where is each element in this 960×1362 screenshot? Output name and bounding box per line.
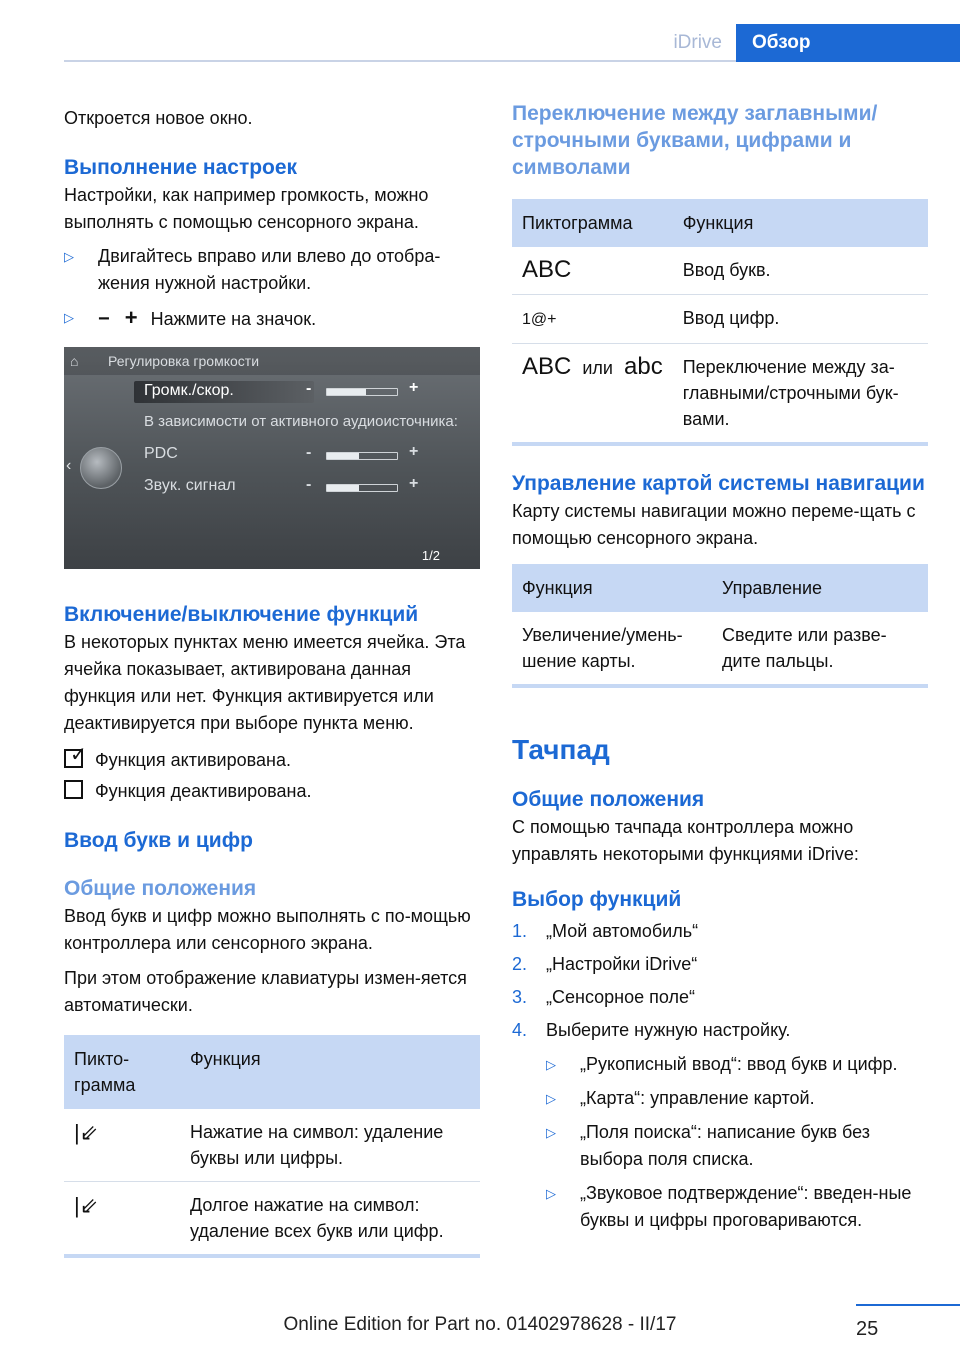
header-rule bbox=[64, 60, 736, 62]
triangle-bullet-icon: ▷ bbox=[546, 1186, 556, 1201]
header-chapter: Обзор bbox=[736, 24, 960, 62]
digits-symbols-icon: 1@+ bbox=[522, 311, 557, 328]
slider-fill bbox=[327, 453, 359, 459]
back-arrow-icon: ‹ bbox=[66, 457, 72, 474]
zoom-control: Сведите или разве-дите пальцы. bbox=[722, 625, 887, 671]
header-section: iDrive bbox=[673, 32, 722, 53]
delete-table-head-icon: Пикто-грамма bbox=[64, 1035, 180, 1109]
switch-heading: Переключение между заглавными/строчными буквами, цифрами и символами bbox=[512, 102, 878, 179]
settings-text: Настройки, как например громкость, можно выполнять с помощью сенсорного экрана. bbox=[64, 185, 429, 232]
triangle-bullet-icon: ▷ bbox=[546, 1125, 556, 1140]
letters-function: Ввод букв. bbox=[673, 247, 928, 295]
uppercase-abc-icon: ABC bbox=[522, 353, 572, 380]
checkbox-empty-icon bbox=[64, 780, 83, 799]
toggle-on-line: ✓ Функция активирована. bbox=[64, 747, 480, 774]
row-pdc-minus: - bbox=[306, 444, 312, 461]
row-source-label: В зависимости от активного аудиоисточника: bbox=[144, 413, 458, 430]
backspace-cell bbox=[64, 1109, 180, 1182]
map-text: Карту системы навигации можно переме-щать с помощью сенсорного экрана. bbox=[512, 501, 916, 548]
touchpad-text: С помощью тачпада контроллера можно управлять некоторыми функциями iDrive: bbox=[512, 817, 859, 864]
table-end-rule bbox=[64, 1254, 480, 1258]
table-end-rule bbox=[512, 684, 928, 688]
input-text-1: Ввод букв и цифр можно выполнять с по-мощью контроллера или сенсорного экрана. bbox=[64, 906, 471, 953]
table-end-rule bbox=[512, 442, 928, 446]
row-pdc-plus: + bbox=[409, 443, 419, 460]
touchpad-heading: Тачпад bbox=[512, 734, 610, 765]
slider-fill bbox=[327, 485, 359, 491]
digits-icon-cell bbox=[512, 295, 673, 344]
case-icon-cell bbox=[512, 344, 673, 443]
delete-row-1: Нажатие на символ: удаление буквы или цифры. bbox=[180, 1109, 480, 1182]
delete-row-2: Долгое нажатие на символ: удаление всех букв или цифр. bbox=[190, 1195, 444, 1241]
input-subheading: Общие положения bbox=[64, 877, 257, 900]
lowercase-abc-icon: abc bbox=[624, 353, 663, 380]
backspace-icon: |⇙ bbox=[74, 1193, 99, 1219]
toggle-heading: Включение/выключение функций bbox=[64, 603, 419, 626]
uppercase-abc-icon: ABC bbox=[522, 256, 572, 283]
row-signal-label: Звук. сигнал bbox=[144, 477, 236, 494]
row-signal-minus: - bbox=[306, 476, 312, 493]
map-table-head-control: Управление bbox=[712, 564, 928, 612]
step-4-options bbox=[512, 1051, 928, 1234]
settings-bullet-2: ▷ − + Нажмите на значок. bbox=[64, 304, 480, 333]
map-table bbox=[512, 564, 928, 684]
settings-heading: Выполнение настроек bbox=[64, 156, 298, 179]
option-audio-confirm: ▷ „Звуковое подтверждение“: введен-ные буквы и цифры проговариваются. bbox=[546, 1180, 928, 1234]
triangle-bullet-icon: ▷ bbox=[546, 1057, 556, 1072]
zoom-function: Увеличение/умень-шение карты. bbox=[522, 625, 683, 671]
row-volume-slider[interactable] bbox=[326, 388, 398, 396]
switch-table bbox=[512, 199, 928, 442]
input-heading: Ввод букв и цифр bbox=[64, 829, 253, 852]
step-3: 3. „Сенсорное поле“ bbox=[512, 987, 696, 1007]
toggle-off-line: Функция деактивирована. bbox=[64, 778, 480, 805]
touchpad-subheading: Общие положения bbox=[512, 788, 705, 811]
volume-screen bbox=[64, 347, 480, 569]
select-heading: Выбор функций bbox=[512, 888, 682, 911]
or-text: или bbox=[582, 358, 613, 378]
triangle-bullet-icon: ▷ bbox=[546, 1091, 556, 1106]
row-volume-plus: + bbox=[409, 379, 419, 396]
option-map: ▷ „Карта“: управление картой. bbox=[546, 1085, 928, 1112]
minus-icon: − bbox=[98, 308, 110, 330]
home-icon: ⌂ bbox=[70, 353, 79, 369]
digits-function: Ввод цифр. bbox=[673, 295, 928, 344]
triangle-bullet-icon: ▷ bbox=[64, 310, 74, 325]
backspace-icon: |⇙ bbox=[74, 1120, 99, 1146]
screen-page-indicator: 1/2 bbox=[421, 548, 440, 563]
row-signal-plus: + bbox=[409, 475, 419, 492]
controller-knob-icon bbox=[80, 447, 122, 489]
option-handwriting: ▷ „Рукописный ввод“: ввод букв и цифр. bbox=[546, 1051, 928, 1078]
case-function: Переключение между за-главными/строчными бук-вами. bbox=[682, 357, 899, 429]
left-column bbox=[64, 100, 480, 1258]
plus-icon: + bbox=[124, 305, 138, 330]
row-pdc-slider[interactable] bbox=[326, 452, 398, 460]
row-pdc-label: PDC bbox=[144, 445, 178, 462]
step-4: 4. Выберите нужную настройку. bbox=[512, 1020, 791, 1040]
page-number-rule bbox=[856, 1304, 960, 1306]
delete-table-head-function: Функция bbox=[180, 1035, 480, 1109]
intro-text: Откроется новое окно. bbox=[64, 108, 253, 128]
page-number: 25 bbox=[856, 1318, 879, 1340]
footer-edition: Online Edition for Part no. 01402978628 - II/17 bbox=[283, 1314, 677, 1335]
abc-icon-cell bbox=[512, 247, 673, 295]
screen-title-bar bbox=[64, 347, 480, 375]
backspace-cell bbox=[64, 1182, 180, 1255]
slider-fill bbox=[327, 389, 366, 395]
settings-bullet-1: ▷ Двигайтесь вправо или влево до отобра-жения нужной настройки. bbox=[64, 243, 480, 297]
screen-title: Регулировка громкости bbox=[108, 353, 260, 369]
switch-table-head-function: Функция bbox=[673, 199, 928, 247]
option-search-fields: ▷ „Поля поиска“: написание букв без выбора поля списка. bbox=[546, 1119, 928, 1173]
toggle-text: В некоторых пунктах меню имеется ячейка. Эта ячейка показывает, активирована данная функция или нет. Функция активируется или деактивируется при выборе пункта меню. bbox=[64, 632, 466, 733]
triangle-bullet-icon: ▷ bbox=[64, 249, 74, 264]
map-heading: Управление картой системы навигации bbox=[512, 472, 925, 495]
map-table-head-function: Функция bbox=[512, 564, 712, 612]
row-signal-slider[interactable] bbox=[326, 484, 398, 492]
row-volume-minus: - bbox=[306, 380, 312, 397]
delete-table bbox=[64, 1035, 480, 1254]
input-text-2: При этом отображение клавиатуры измен-яется автоматически. bbox=[64, 968, 467, 1015]
switch-table-head-icon: Пиктограмма bbox=[512, 199, 673, 247]
step-1: 1. „Мой автомобиль“ bbox=[512, 921, 699, 941]
step-2: 2. „Настройки iDrive“ bbox=[512, 954, 698, 974]
checkbox-checked-icon: ✓ bbox=[64, 749, 83, 768]
row-volume-label: Громк./скор. bbox=[144, 382, 234, 399]
right-column bbox=[512, 100, 928, 1234]
